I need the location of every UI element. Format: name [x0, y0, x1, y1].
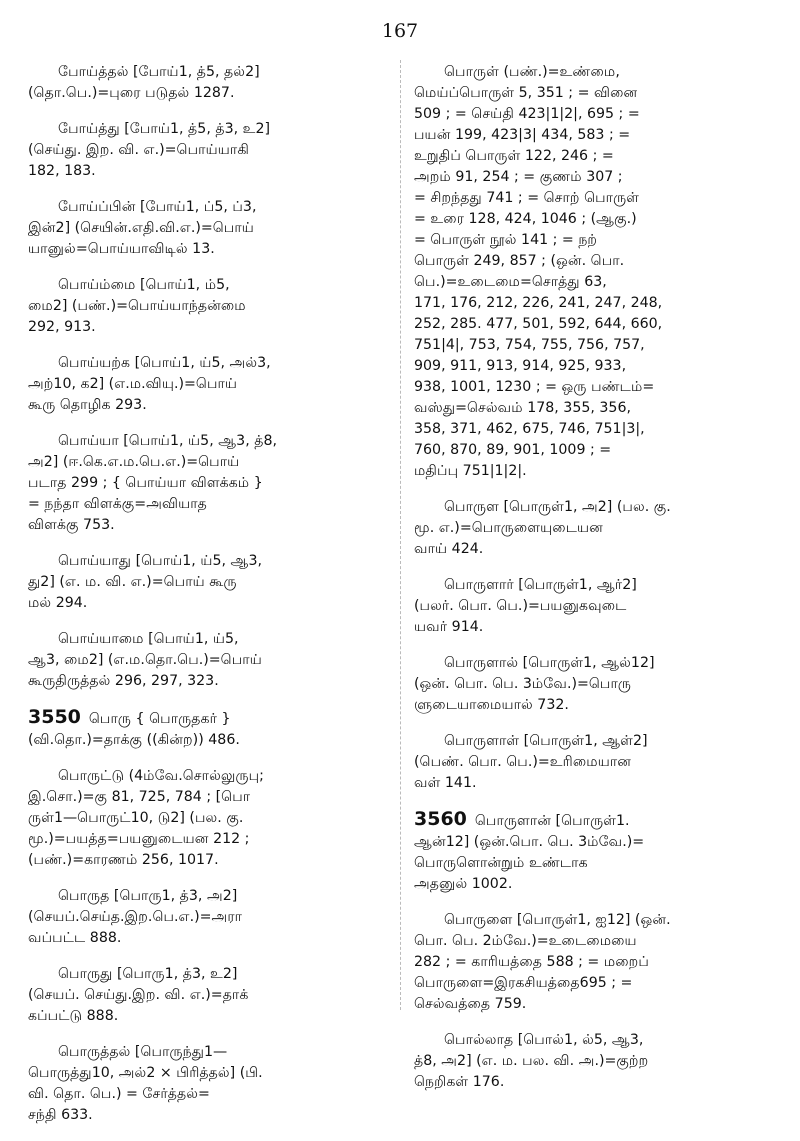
- entry-text: செல்வத்தை 759.: [414, 996, 527, 1012]
- entry-text: (வி.தொ.)=தாக்கு ((கின்ற)) 486.: [28, 732, 240, 748]
- dictionary-entry: [28, 353, 400, 416]
- entry-text: 760, 870, 89, 901, 1009 ; =: [414, 442, 612, 458]
- entry-text: பொய்யற்க [பொய்1, ய்5, அல்3,: [58, 355, 271, 371]
- entry-headword-line: [28, 964, 400, 985]
- entry-text: உறுதிப் பொருள் 122, 246 ; =: [414, 148, 614, 164]
- entry-text: மை2] (பண்.)=பொய்யாந்தன்மை: [28, 298, 246, 314]
- dictionary-entry: [28, 275, 400, 338]
- entry-headword-line: [28, 431, 400, 452]
- entry-text-line: [414, 440, 786, 461]
- entry-text-line: [28, 1084, 400, 1105]
- entry-text-line: [414, 832, 786, 853]
- entry-number: 3560: [414, 809, 467, 830]
- right-column: [414, 62, 786, 1108]
- entry-text-line: [414, 398, 786, 419]
- entry-headword-line: [28, 707, 400, 730]
- entry-headword-line: [28, 62, 400, 83]
- entry-text: (செயப்.செய்த.இற.பெ.எ.)=அரா: [28, 909, 243, 925]
- entry-headword-line: [414, 575, 786, 596]
- entry-text: பொருளான் [பொருள்1.: [474, 813, 630, 829]
- left-column: [28, 62, 400, 1141]
- entry-text: பொய்யாது [பொய்1, ய்5, ஆ3,: [58, 553, 263, 569]
- entry-text-line: [414, 104, 786, 125]
- entry-text-line: [28, 140, 400, 161]
- entry-text-line: [414, 874, 786, 895]
- entry-text: ஆன்12] (ஒன்.பொ. பெ. 3ம்வே.)=: [414, 834, 645, 850]
- dictionary-entry: [28, 62, 400, 104]
- entry-text-line: [28, 296, 400, 317]
- dictionary-entry: [28, 119, 400, 182]
- entry-text: பொருத்து10, அல்2 × பிரித்தல்] (பி.: [28, 1065, 263, 1081]
- entry-text: இ.சொ.)=கு 81, 725, 784 ; [பொ: [28, 789, 251, 805]
- entry-headword-line: [414, 653, 786, 674]
- entry-text: 909, 911, 913, 914, 925, 933,: [414, 358, 627, 374]
- entry-headword-line: [414, 809, 786, 832]
- entry-text-line: [414, 931, 786, 952]
- entry-text: (பலர். பொ. பெ.)=பயனுகவுடை: [414, 598, 627, 614]
- entry-headword-line: [28, 197, 400, 218]
- entry-text: 171, 176, 212, 226, 241, 247, 248,: [414, 295, 663, 311]
- entry-headword-line: [28, 1042, 400, 1063]
- entry-number: 3550: [28, 707, 81, 728]
- entry-text: பொல்லாத [பொல்1, ல்5, ஆ3,: [444, 1032, 644, 1048]
- entry-text: து2] (எ. ம. வி. எ.)=பொய் கூரு: [28, 574, 237, 590]
- dictionary-entry: [28, 964, 400, 1027]
- entry-text: பொருளை [பொருள்1, ஐ12] (ஒன்.: [444, 912, 671, 928]
- entry-text-line: [414, 773, 786, 794]
- entry-text: 509 ; = செய்தி 423|1|2|, 695 ; =: [414, 106, 640, 122]
- dictionary-entry: [28, 1042, 400, 1126]
- entry-headword-line: [414, 731, 786, 752]
- entry-text: பொருள [பொருள்1, அ2] (பல. கு.: [444, 499, 671, 515]
- entry-text-line: [28, 730, 400, 751]
- entry-text-line: [414, 314, 786, 335]
- entry-headword-line: [414, 62, 786, 83]
- dictionary-entry: [28, 197, 400, 260]
- entry-text-line: [414, 125, 786, 146]
- entry-text: பெ.)=உடைமை=சொத்து 63,: [414, 274, 607, 290]
- dictionary-entry: [414, 497, 786, 560]
- dictionary-entry: [28, 886, 400, 949]
- entry-text-line: [414, 356, 786, 377]
- entry-text: 252, 285. 477, 501, 592, 644, 660,: [414, 316, 663, 332]
- entry-text: போய்த்தல் [போய்1, த்5, தல்2]: [58, 64, 260, 80]
- entry-headword-line: [28, 629, 400, 650]
- entry-text: படாத 299 ; { பொய்யா விளக்கம் }: [28, 475, 263, 491]
- entry-text: பயன் 199, 423|3| 434, 583 ; =: [414, 127, 631, 143]
- entry-text-line: [28, 829, 400, 850]
- page-number: 167: [381, 20, 419, 42]
- entry-text: 751|4|, 753, 754, 755, 756, 757,: [414, 337, 645, 353]
- entry-text: ருள்1—பொருட்10, டு2] (பல. கு.: [28, 810, 244, 826]
- entry-text: (பண்.)=காரணம் 256, 1017.: [28, 852, 219, 868]
- entry-text: வாய் 424.: [414, 541, 484, 557]
- entry-text: பொருட்டு (4ம்வே.சொல்லுருபு;: [58, 768, 264, 784]
- entry-text-line: [414, 146, 786, 167]
- entry-text-line: [414, 335, 786, 356]
- entry-text: = பொருள் நூல் 141 ; = நற்: [414, 232, 598, 248]
- entry-text: (பெண். பொ. பெ.)=உரிமையான: [414, 754, 632, 770]
- entry-text-line: [28, 218, 400, 239]
- entry-text: = சிறந்தது 741 ; = சொற் பொருள்: [414, 190, 640, 206]
- entry-headword-line: [28, 551, 400, 572]
- entry-headword-line: [414, 497, 786, 518]
- entry-text-line: [28, 787, 400, 808]
- dictionary-entry: [414, 1030, 786, 1093]
- entry-text-line: [414, 377, 786, 398]
- entry-text-line: [414, 461, 786, 482]
- entry-text: பொருள் (பண்.)=உண்மை,: [444, 64, 620, 80]
- entry-text: பொருளாள் [பொருள்1, ஆள்2]: [444, 733, 648, 749]
- entry-headword-line: [28, 766, 400, 787]
- entry-text-line: [28, 850, 400, 871]
- entry-text-line: [414, 83, 786, 104]
- entry-headword-line: [28, 275, 400, 296]
- entry-text: கப்பட்டு 888.: [28, 1008, 119, 1024]
- entry-text: = நந்தா விளக்கு=அவியாத: [28, 496, 207, 512]
- entry-text: (ஒன். பொ. பெ. 3ம்வே.)=பொரு: [414, 676, 632, 692]
- entry-text: யானுல்=பொய்யாவிடில் 13.: [28, 241, 215, 257]
- entry-headword-line: [28, 886, 400, 907]
- entry-text: விளக்கு 753.: [28, 517, 115, 533]
- entry-text-line: [414, 1051, 786, 1072]
- entry-text-line: [414, 617, 786, 638]
- entry-text: மூ. எ.)=பொருளையுடையன: [414, 520, 603, 536]
- entry-text-line: [28, 1006, 400, 1027]
- entry-text: த்8, அ2] (எ. ம. பல. வி. அ.)=குற்ற: [414, 1053, 649, 1069]
- dictionary-entry: [28, 629, 400, 692]
- entry-text: போய்ப்பின் [போய்1, ப்5, ப்3,: [58, 199, 257, 215]
- entry-text: பொருளார் [பொருள்1, ஆர்2]: [444, 577, 637, 593]
- entry-text: மல் 294.: [28, 595, 88, 611]
- entry-text: அ2] (ஈ.கெ.எ.ம.பெ.எ.)=பொய்: [28, 454, 240, 470]
- dictionary-entry: [28, 766, 400, 871]
- entry-text-line: [28, 808, 400, 829]
- entry-text: ளுடையாமையால் 732.: [414, 697, 569, 713]
- entry-text-line: [414, 293, 786, 314]
- column-divider: [400, 60, 401, 1010]
- dictionary-entry: [414, 731, 786, 794]
- entry-headword-line: [28, 353, 400, 374]
- entry-text: = உரை 128, 424, 1046 ; (ஆகு.): [414, 211, 637, 227]
- entry-text-line: [414, 674, 786, 695]
- entry-text: அதனுல் 1002.: [414, 876, 513, 892]
- dictionary-entry: [28, 707, 400, 751]
- entry-text-line: [28, 473, 400, 494]
- entry-text-line: [28, 985, 400, 1006]
- entry-text-line: [414, 596, 786, 617]
- dictionary-entry: [414, 575, 786, 638]
- entry-text: பொருது [பொரு1, த்3, உ2]: [58, 966, 238, 982]
- entry-text-line: [28, 1105, 400, 1126]
- entry-text: நெறிகள் 176.: [414, 1074, 505, 1090]
- entry-text: (தொ.பெ.)=புரை படுதல் 1287.: [28, 85, 235, 101]
- entry-text: 292, 913.: [28, 319, 96, 335]
- entry-text: வி. தொ. பெ.) = சேர்த்தல்=: [28, 1086, 210, 1102]
- entry-text-line: [414, 973, 786, 994]
- entry-text-line: [414, 209, 786, 230]
- dictionary-entry: [414, 809, 786, 895]
- entry-text-line: [28, 494, 400, 515]
- entry-text-line: [414, 167, 786, 188]
- entry-text: வள் 141.: [414, 775, 477, 791]
- entry-text-line: [414, 1072, 786, 1093]
- entry-text: பொய்யா [பொய்1, ய்5, ஆ3, த்8,: [58, 433, 277, 449]
- entry-text: பொருத்தல் [பொருந்து1—: [58, 1044, 228, 1060]
- entry-text: அற்10, க2] (எ.ம.வியு.)=பொய்: [28, 376, 238, 392]
- entry-text-line: [414, 952, 786, 973]
- entry-text: பொருளொன்றும் உண்டாக: [414, 855, 588, 871]
- entry-text: யவர் 914.: [414, 619, 484, 635]
- entry-text-line: [414, 230, 786, 251]
- entry-text: மதிப்பு 751|1|2|.: [414, 463, 527, 479]
- entry-text-line: [414, 272, 786, 293]
- entry-headword-line: [28, 119, 400, 140]
- entry-text: பொருளால் [பொருள்1, ஆல்12]: [444, 655, 655, 671]
- entry-text-line: [28, 572, 400, 593]
- entry-text-line: [28, 928, 400, 949]
- entry-text: 938, 1001, 1230 ; = ஒரு பண்டம்=: [414, 379, 655, 395]
- entry-text-line: [28, 161, 400, 182]
- entry-text: போய்த்து [போய்1, த்5, த்3, உ2]: [58, 121, 271, 137]
- entry-text-line: [28, 452, 400, 473]
- entry-text-line: [28, 907, 400, 928]
- entry-text-line: [28, 374, 400, 395]
- entry-text-line: [414, 752, 786, 773]
- dictionary-entry: [28, 551, 400, 614]
- entry-text: அறம் 91, 254 ; = குணம் 307 ;: [414, 169, 623, 185]
- entry-headword-line: [414, 910, 786, 931]
- entry-text: இன்2] (செயின்.எதி.வி.எ.)=பொய்: [28, 220, 254, 236]
- entry-text-line: [28, 83, 400, 104]
- entry-text-line: [414, 188, 786, 209]
- entry-text-line: [414, 994, 786, 1015]
- entry-text: கூருதிருத்தல் 296, 297, 323.: [28, 673, 219, 689]
- entry-text-line: [28, 317, 400, 338]
- entry-text-line: [28, 239, 400, 260]
- entry-text-line: [28, 395, 400, 416]
- entry-text: பொருள் 249, 857 ; (ஒன். பொ.: [414, 253, 625, 269]
- entry-text: சந்தி 633.: [28, 1107, 93, 1123]
- entry-text-line: [28, 671, 400, 692]
- entry-text: கூரு தொழிக 293.: [28, 397, 147, 413]
- entry-text-line: [28, 593, 400, 614]
- entry-text: பொ. பெ. 2ம்வே.)=உடைமையை: [414, 933, 637, 949]
- entry-text: மெய்ப்பொருள் 5, 351 ; = வினை: [414, 85, 638, 101]
- entry-text: வப்பட்ட 888.: [28, 930, 122, 946]
- dictionary-entry: [414, 910, 786, 1015]
- entry-text-line: [414, 695, 786, 716]
- entry-text: பொய்யாமை [பொய்1, ய்5,: [58, 631, 239, 647]
- dictionary-entry: [414, 653, 786, 716]
- entry-text: 358, 371, 462, 675, 746, 751|3|,: [414, 421, 645, 437]
- entry-headword-line: [414, 1030, 786, 1051]
- entry-text: வஸ்து=செல்வம் 178, 355, 356,: [414, 400, 631, 416]
- entry-text: பொருளை=இரகசியத்தை695 ; =: [414, 975, 633, 991]
- entry-text: ஆ3, மை2] (எ.ம.தொ.பெ.)=பொய்: [28, 652, 262, 668]
- entry-text: (செய்து. இற. வி. எ.)=பொய்யாகி: [28, 142, 249, 158]
- entry-text-line: [414, 853, 786, 874]
- entry-text-line: [28, 515, 400, 536]
- entry-text: பொரு { பொருதகர் }: [88, 711, 231, 727]
- entry-text-line: [414, 539, 786, 560]
- entry-text: (செயப். செய்து.இற. வி. எ.)=தாக்: [28, 987, 249, 1003]
- entry-text-line: [414, 419, 786, 440]
- entry-text: 282 ; = காரியத்தை 588 ; = மறைப்: [414, 954, 649, 970]
- entry-text-line: [28, 650, 400, 671]
- entry-text: பொய்ம்மை [பொய்1, ம்5,: [58, 277, 230, 293]
- entry-text-line: [28, 1063, 400, 1084]
- entry-text: 182, 183.: [28, 163, 96, 179]
- entry-text: பொருத [பொரு1, த்3, அ2]: [58, 888, 238, 904]
- dictionary-entry: [414, 62, 786, 482]
- entry-text-line: [414, 251, 786, 272]
- dictionary-entry: [28, 431, 400, 536]
- entry-text-line: [414, 518, 786, 539]
- entry-text: மூ.)=பயத்த=பயனுடையன 212 ;: [28, 831, 250, 847]
